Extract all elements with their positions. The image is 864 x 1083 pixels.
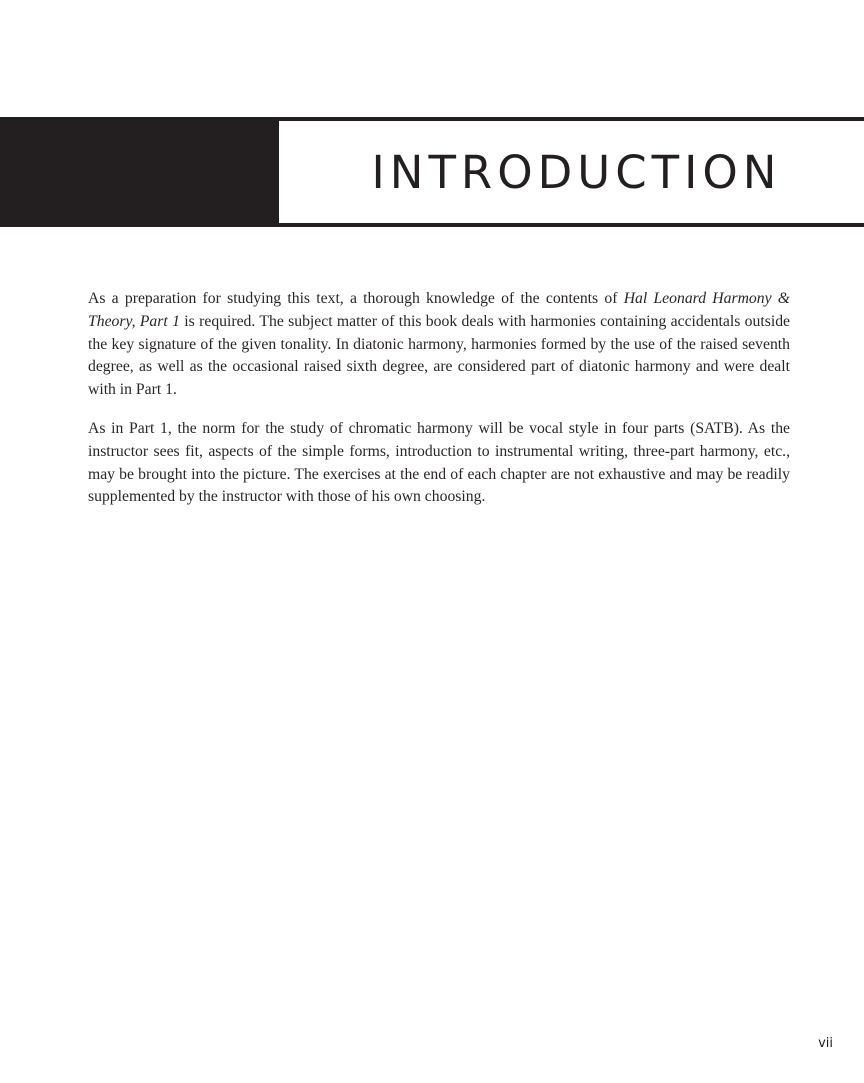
paragraph-1 — [88, 288, 790, 402]
paragraph-1-rest: is required. The subject matter of this book deals with harmonies containing accidentals outside the key signature of the given tonality. In diatonic harmony, harmonies formed by the use of the raised seventh degree, as well as the occasional raised sixth degree, are considered part of diatonic harmony and were dealt with in Part 1. — [88, 312, 790, 399]
paragraph-1-lead: As a preparation for studying this text, a thorough knowledge of the contents of — [88, 290, 624, 307]
chapter-title-panel — [279, 121, 864, 223]
body-text — [88, 288, 790, 525]
paragraph-2: As in Part 1, the norm for the study of chromatic harmony will be vocal style in four parts (SATB). As the instructor sees fit, aspects of the simple forms, introduction to instrumental writing, three-part harmony, etc., may be brought into the picture. The exercises at the end of each chapter are not exhaustive and may be readily supplemented by the instructor with those of his own choosing. — [88, 419, 790, 506]
chapter-title: INTRODUCTION — [371, 145, 782, 199]
book-title-reference: Hal Leonard Harmony & Theory, Part 1 — [88, 290, 790, 330]
page-number: vii — [818, 1036, 833, 1051]
